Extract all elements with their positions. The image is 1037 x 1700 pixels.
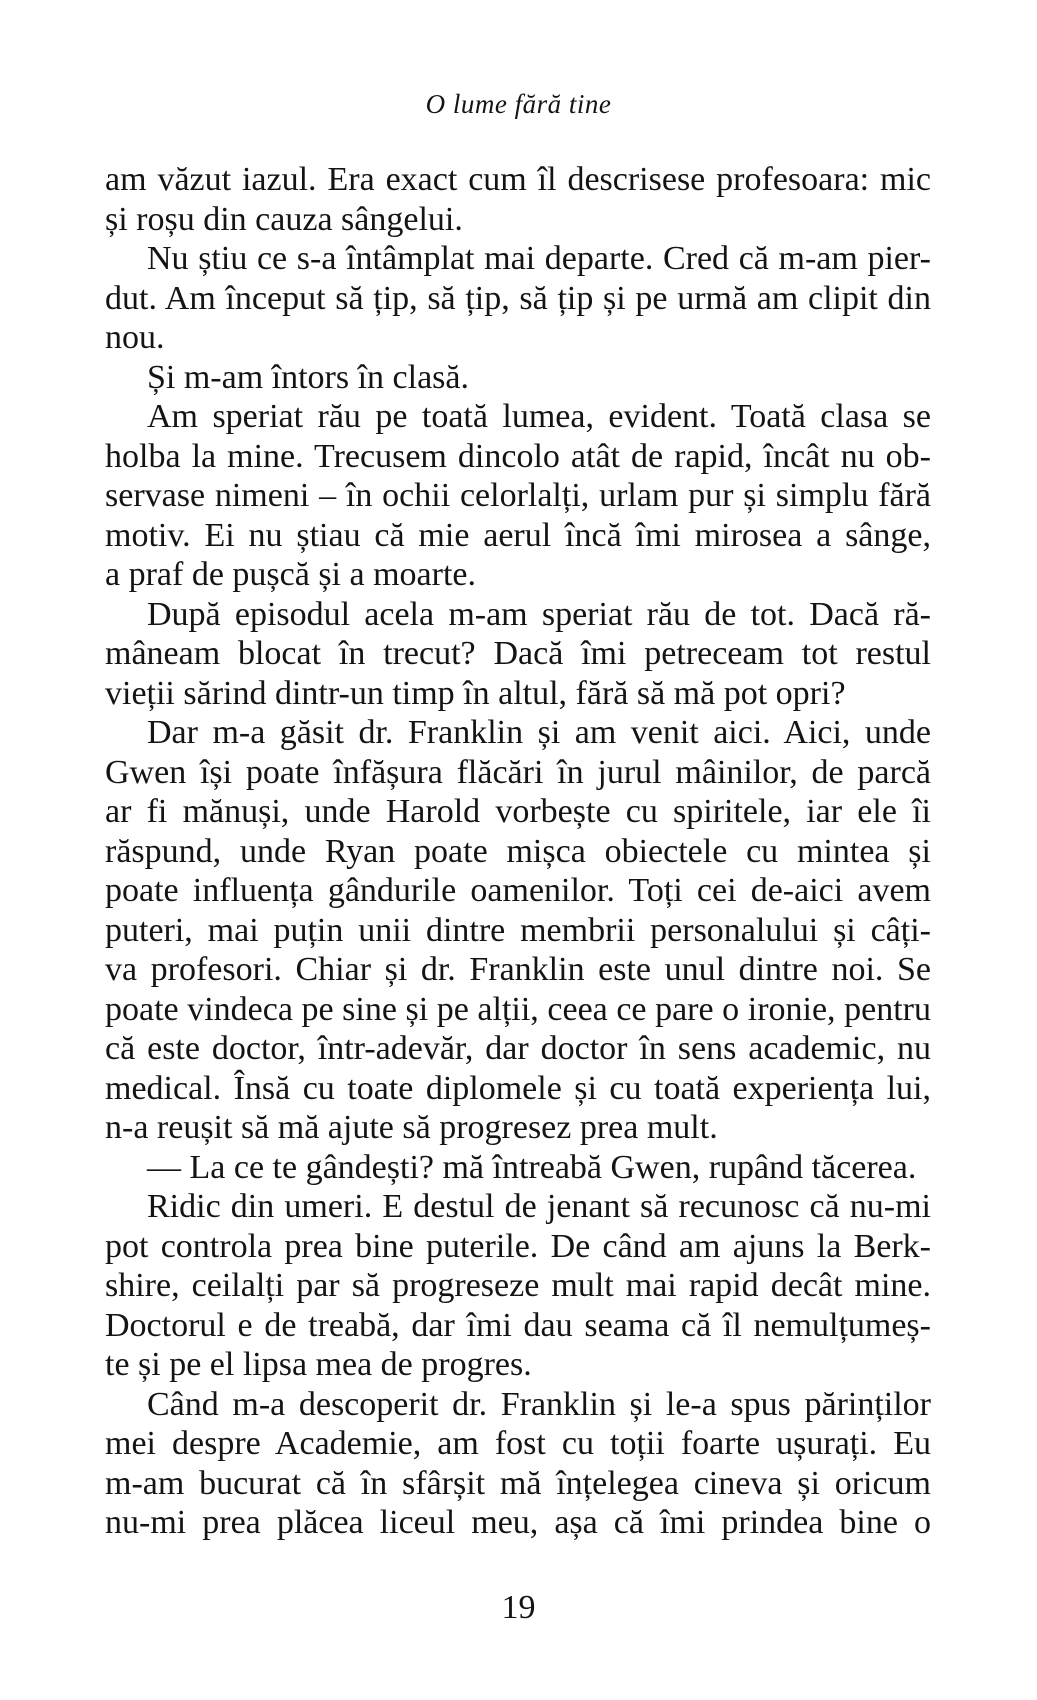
text-line: Și m-am întors în clasă. bbox=[147, 358, 470, 396]
text-line: a praf de pușcă și a moarte. bbox=[105, 556, 476, 593]
text-line: am văzut iazul. Era exact cum îl descrisese profesoara: mic bbox=[105, 161, 931, 198]
page-number: 19 bbox=[501, 1589, 536, 1626]
text-line: motiv. Ei nu știau că mie aerul încă îmi mirosea a sânge, bbox=[105, 516, 931, 554]
text-line: n-a reușit să mă ajute să progresez prea mult. bbox=[105, 1109, 718, 1146]
text-line: mâneam blocat în trecut? Dacă îmi petreceam tot restul bbox=[105, 635, 931, 672]
text-line: medical. Însă cu toate diplomele și cu toată experiența lui, bbox=[105, 1069, 931, 1107]
text-line: că este doctor, într-adevăr, dar doctor în sens academic, nu bbox=[105, 1030, 931, 1067]
text-line: și roșu din cauza sângelui. bbox=[105, 200, 463, 238]
text-line: dut. Am început să țip, să țip, să țip și pe urmă am clipit din bbox=[105, 279, 931, 317]
text-line: răspund, unde Ryan poate mișca obiectele cu mintea și bbox=[105, 832, 931, 870]
text-line: va profesori. Chiar și dr. Franklin este unul dintre noi. Se bbox=[105, 951, 931, 988]
text-line: poate vindeca pe sine și pe alții, ceea ce pare o ironie, pentru bbox=[105, 990, 931, 1028]
text-line: Nu știu ce s-a întâmplat mai departe. Cred că m-am pier- bbox=[147, 240, 931, 277]
text-line: holba la mine. Trecusem dincolo atât de rapid, încât nu ob- bbox=[105, 437, 931, 475]
text-line: servase nimeni – în ochii celorlalți, urlam pur și simplu fără bbox=[105, 477, 931, 514]
text-line: nou. bbox=[105, 319, 165, 356]
text-line: Am speriat rău pe toată lumea, evident. Toată clasa se bbox=[147, 398, 931, 435]
text-line: Doctorul e de treabă, dar îmi dau seama că îl nemulțumeș- bbox=[105, 1306, 931, 1344]
text-line: După episodul acela m-am speriat rău de tot. Dacă ră- bbox=[147, 595, 931, 633]
text-line: — La ce te gândești? mă întreabă Gwen, rupând tăcerea. bbox=[147, 1148, 917, 1186]
text-line: nu-mi prea plăcea liceul meu, așa că îmi prindea bine o bbox=[105, 1504, 931, 1541]
text-line: te și pe el lipsa mea de progres. bbox=[105, 1346, 532, 1383]
text-line: Gwen își poate înfășura flăcări în jurul mâinilor, de parcă bbox=[105, 753, 931, 791]
text-line: shire, ceilalți par să progreseze mult mai rapid decât mine. bbox=[105, 1267, 931, 1304]
text-line: pot controla prea bine puterile. De când am ajuns la Berk- bbox=[105, 1227, 931, 1265]
text-line: Ridic din umeri. E destul de jenant să recunosc că nu-mi bbox=[147, 1188, 931, 1225]
text-line: vieții sărind dintr-un timp în altul, fără să mă pot opri? bbox=[105, 674, 846, 712]
page-text bbox=[105, 160, 931, 1543]
text-line: Când m-a descoperit dr. Franklin și le-a spus părinților bbox=[147, 1385, 931, 1423]
running-header: O lume fără tine bbox=[425, 89, 612, 119]
text-line: m-am bucurat că în sfârșit mă înțelegea cineva și oricum bbox=[105, 1464, 931, 1502]
text-line: mei despre Academie, am fost cu toții foarte ușurați. Eu bbox=[105, 1425, 931, 1462]
text-line: Dar m-a găsit dr. Franklin și am venit aici. Aici, unde bbox=[147, 714, 931, 751]
text-line: puteri, mai puțin unii dintre membrii personalului și câți- bbox=[105, 911, 931, 949]
text-line: poate influența gândurile oamenilor. Toți cei de-aici avem bbox=[105, 872, 931, 909]
text-line: ar fi mănuși, unde Harold vorbește cu spiritele, iar ele îi bbox=[105, 793, 931, 830]
